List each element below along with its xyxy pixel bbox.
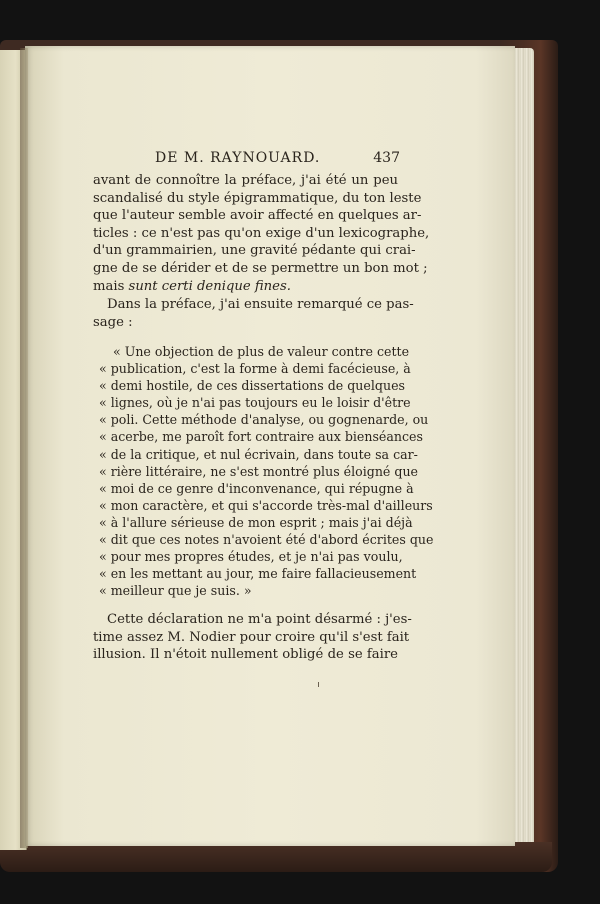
quote-line: « mon caractère, et qui s'accorde très-mal d'ailleurs (99, 497, 433, 513)
text-line: que l'auteur semble avoir affecté en quelques ar- (93, 208, 422, 224)
text-line: avant de connoître la préface, j'ai été un peu (93, 173, 398, 188)
quote-line: « moi de ce genre d'inconvenance, qui répugne à (99, 480, 414, 496)
book-cover-bottom (0, 842, 552, 872)
block-quote (99, 343, 434, 599)
text-line: illusion. Il n'étoit nullement obligé de se faire (93, 647, 398, 663)
page-gutter (20, 48, 28, 848)
quote-line: « meilleur que je suis. » (99, 583, 252, 599)
text-line: Cette déclaration ne m'a point désarmé : j'es- (107, 612, 412, 627)
quote-line: « de la critique, et nul écrivain, dans toute sa car- (99, 446, 418, 462)
text-line: time assez M. Nodier pour croire qu'il s'est fait (93, 629, 410, 645)
paragraph-3 (93, 611, 412, 664)
quote-line: « à l'allure sérieuse de mon esprit ; mais j'ai déjà (99, 514, 413, 530)
quote-line: « Une objection de plus de valeur contre cette (113, 344, 410, 359)
latin-quote: sunt certi denique fines. (128, 278, 291, 294)
quote-line: « poli. Cette méthode d'analyse, ou gognenarde, ou (99, 412, 429, 428)
text-line: Dans la préface, j'ai ensuite remarqué ce pas- (107, 297, 414, 312)
quote-line: « en les mettant au jour, me faire fallacieusement (99, 566, 417, 582)
text-line: sage : (93, 314, 133, 330)
quote-line: « publication, c'est la forme à demi facécieuse, à (99, 361, 411, 377)
text-line (93, 278, 398, 296)
paragraph-1 (93, 172, 430, 295)
text-line: d'un grammairien, une gravité pédante qui crai- (93, 243, 416, 259)
quote-line: « acerbe, me paroît fort contraire aux bienséances (99, 429, 423, 445)
quote-line: « demi hostile, de ces dissertations de quelques (99, 378, 405, 394)
page-number: 437 (373, 150, 400, 166)
ink-mark (318, 682, 319, 687)
paragraph-2 (93, 296, 414, 331)
text-line: ticles : ce n'est pas qu'on exige d'un lexicographe, (93, 225, 430, 241)
text-line: scandalisé du style épigrammatique, du ton leste (93, 190, 422, 206)
running-head: DE M. RAYNOUARD. (155, 150, 321, 166)
quote-line: « dit que ces notes n'avoient été d'abord écrites que (99, 532, 434, 548)
text-fragment: mais (93, 278, 129, 294)
quote-line: « rière littéraire, ne s'est montré plus éloigné que (99, 463, 419, 479)
text-line: gne de se dérider et de se permettre un bon mot ; (93, 260, 428, 276)
quote-line: « lignes, où je n'ai pas toujours eu le loisir d'être (99, 395, 411, 411)
quote-line: « pour mes propres études, et je n'ai pas voulu, (99, 549, 403, 565)
